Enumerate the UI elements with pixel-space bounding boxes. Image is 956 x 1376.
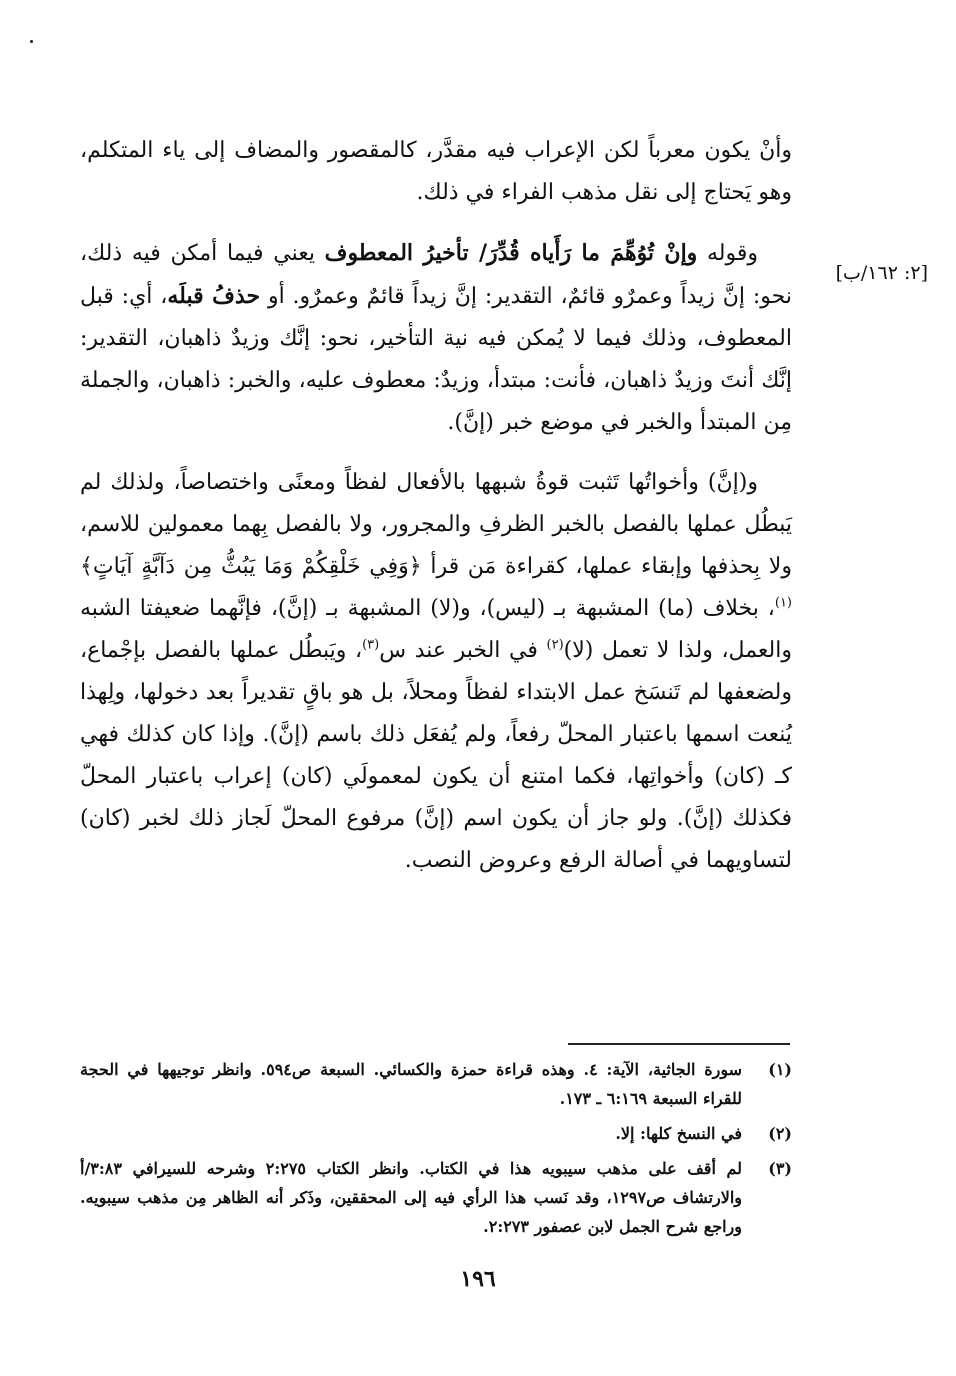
- footnote-text: في النسخ كلها: إلا.: [615, 1124, 742, 1143]
- footnote-number: (١): [768, 1060, 792, 1079]
- bold-phrase: حذفُ قبلَه: [167, 283, 261, 309]
- footnote-separator: [568, 1043, 790, 1045]
- quran-quote: ﴿وَفِي خَلْقِكُمْ وَمَا يَبُثُّ مِن دَآبَّةٍ آيَاتٍ﴾: [80, 554, 422, 579]
- page-number: ١٩٦: [460, 1266, 496, 1292]
- text-run: ، أي: قبل المعطوف، وذلك فيما لا يُمكن فيه نية التأخير، نحو: إنَّك وزيدٌ ذاهبان، التقدير: إنَّك أنتَ وزيدٌ ذاهبان، فأنت: مبتدأ، وزيدٌ: معطوف عليه، والخبر: ذاهبان، والجملة مِن المبتدأ والخبر في موضع خبر (إنَّ).: [80, 284, 792, 435]
- footnote-1: [80, 1055, 792, 1113]
- scan-speck: [30, 40, 33, 43]
- footnotes: [80, 1055, 792, 1247]
- text-run: في الخبر عند س: [379, 638, 547, 663]
- footnote-2: [80, 1119, 792, 1148]
- text-run: يعني فيما أمكن فيه ذلك، نحو: إنَّ زيداً وعمرٌو قائمٌ، التقدير: إنَّ زيداً قائمٌ وعمرٌو. أو: [80, 241, 792, 309]
- footnote-3: [80, 1154, 792, 1241]
- paragraph-3: [80, 462, 792, 882]
- footnote-reference: (٣): [362, 637, 380, 653]
- text-run: ، ويَبطُل عملها بالفصل بإجْماع، ولضعفها لم تَنسَخ عمل الابتداء لفظاً ومحلاً، بل هو باقٍ تقديراً بعد دخولها، ولِهذا يُنعت اسمها باعتبار المحلّ رفعاً، ولم يُفعَل ذلك باسم (إنَّ). وإذا كان كذلك فهي كـ (كان) وأخواتِها، فكما امتنع أن يكون لمعمولَي (كان) إعراب باعتبار المحلّ فكذلك (إنَّ). ولو جاز أن يكون اسم (إنَّ) مرفوع المحلّ لَجاز ذلك لخبر (كان) لتساويهما في أصالة الرفع وعروض النصب.: [80, 638, 792, 873]
- text-run: و(إنَّ) وأخواتُها تَثبت قوةُ شبهها بالأفعال لفظاً ومعنًى واختصاصاً، ولذلك لم يَبطُل عملها بالفصل بالخبر الظرفِ والمجرور، ولا بالفصل بِهما معمولين للاسم، ولا بِحذفها وإبقاء عملها، كقراءة مَن قرأ: [80, 470, 792, 579]
- text-run: ، بخلاف (ما) المشبهة بـ (ليس)، و(لا) المشبهة بـ (إنَّ)، فإنَّهما ضعيفتا الشبه والعمل، ولذا لا تعمل (لا): [80, 596, 792, 663]
- main-text: [80, 130, 792, 900]
- paragraph-1: [80, 130, 792, 214]
- bold-phrase: وإنْ تُوُهِّمَ ما رَأَياه قُدِّرَ/ تأخيرُ المعطوف: [324, 240, 698, 266]
- paragraph-2: [80, 232, 792, 444]
- text-run: وقوله: [697, 241, 759, 266]
- text-run: وأنْ يكون معرباً لكن الإعراب فيه مقدَّر، كالمقصور والمضاف إلى ياء المتكلم، وهو يَحتاج إلى نقل مذهب الفراء في ذلك.: [80, 138, 792, 205]
- footnote-reference: (٢): [546, 637, 564, 653]
- footnote-text: سورة الجاثية، الآية: ٤. وهذه قراءة حمزة والكسائي. السبعة ص٥٩٤. وانظر توجيهها في الحجة للقراء السبعة ٦:١٦٩ ـ ١٧٣.: [80, 1060, 743, 1108]
- footnote-text: لم أقف على مذهب سيبويه هذا في الكتاب. وانظر الكتاب ٢:٢٧٥ وشرحه للسيرافي ٣:٨٣/أ والارتشاف ص١٢٩٧، وقد نَسب هذا الرأي فيه إلى المحققين، وذَكر أنه الظاهر مِن مذهب سيبويه. وراجع شرح الجمل لابن عصفور ٢:٢٧٣.: [80, 1159, 743, 1236]
- footnote-number: (٢): [768, 1124, 792, 1143]
- footnote-reference: (١): [774, 595, 792, 611]
- footnote-number: (٣): [768, 1159, 792, 1178]
- manuscript-folio-marker: [٢: ١٦٢/ب]: [835, 262, 928, 284]
